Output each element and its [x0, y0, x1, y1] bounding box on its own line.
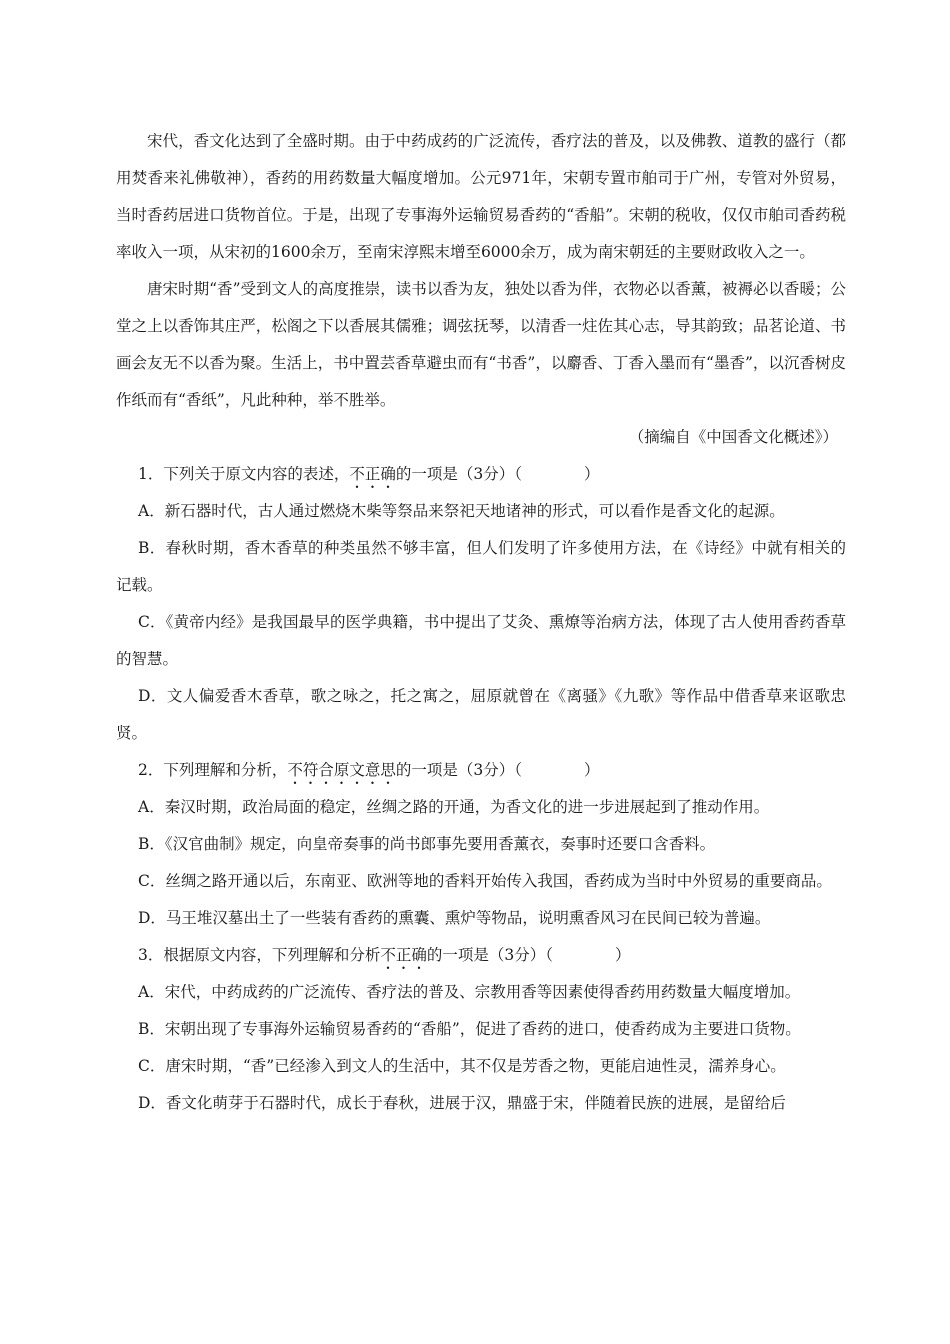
passage-paragraph-1: 宋代，香文化达到了全盛时期。由于中药成药的广泛流传，香疗法的普及，以及佛教、道教的盛行（都用焚香来礼佛敬神），香药的用药数量大幅度增加。公元971年，宋朝专置市舶司于广州，专管对外贸易，当时香药居进口货物首位。于是，出现了专事海外运输贸易香药的“香船”。宋朝的税收，仅仅市舶司香药税率收入一项，从宋初的1600余万，至南宋淳熙末增至6000余万，成为南宋朝廷的主要财政收入之一。 — [116, 132, 846, 261]
question-stem-emphasis: 不正确 — [349, 465, 396, 483]
question-stem-text: 3．根据原文内容，下列理解和分析 — [138, 946, 381, 964]
question-2-option-d: D．马王堆汉墓出土了一些装有香药的熏囊、熏炉等物品，说明熏香风习在民间已较为普遍。 — [138, 909, 771, 927]
passage-paragraph-2: 唐宋时期“香”受到文人的高度推崇，读书以香为友，独处以香为伴，衣物必以香薰，被褥必以香暖；公堂之上以香饰其庄严，松阁之下以香展其儒雅；调弦抚琴，以清香一炷佐其心志，导其韵致；品茗论道、书画会友无不以香为聚。生活上，书中置芸香草避虫而有“书香”，以麝香、丁香入墨而有“墨香”，以沉香树皮作纸而有“香纸”，凡此种种，举不胜举。 — [116, 280, 846, 409]
question-1-option-b: B．春秋时期，香木香草的种类虽然不够丰富，但人们发明了许多使用方法，在《诗经》中就有相关的记载。 — [116, 539, 846, 594]
question-3-option-d: D．香文化萌芽于石器时代，成长于春秋，进展于汉，鼎盛于宋，伴随着民族的进展，是留给后 — [138, 1094, 786, 1112]
question-3-stem — [116, 937, 846, 974]
document-body — [116, 123, 846, 1122]
question-2-stem — [116, 752, 846, 789]
question-stem-text: 1．下列关于原文内容的表述， — [138, 465, 350, 483]
question-1-stem — [116, 456, 846, 493]
question-1-option-d: D．文人偏爱香木香草，歌之咏之，托之寓之，屈原就曾在《离骚》《九歌》等作品中借香草来讴歌忠贤。 — [116, 687, 846, 742]
question-3-option-c: C．唐宋时期，“香”已经渗入到文人的生活中，其不仅是芳香之物，更能启迪性灵，濡养身心。 — [138, 1057, 786, 1075]
question-stem-emphasis: 不正确 — [380, 946, 427, 964]
question-2-option-a: A．秦汉时期，政治局面的稳定，丝绸之路的开通，为香文化的进一步进展起到了推动作用。 — [138, 798, 770, 816]
question-stem-text: 2．下列理解和分析， — [138, 761, 288, 779]
passage-source: （摘编自《中国香文化概述》） — [628, 428, 838, 446]
question-stem-text: 的一项是（3分）（ ） — [395, 761, 600, 779]
question-stem-text: 的一项是（3分）（ ） — [395, 465, 600, 483]
question-1-option-c: C．《黄帝内经》是我国最早的医学典籍，书中提出了艾灸、熏燎等治病方法，体现了古人使用香药香草的智慧。 — [116, 613, 846, 668]
question-3-option-a: A．宋代，中药成药的广泛流传、香疗法的普及、宗教用香等因素使得香药用药数量大幅度增加。 — [138, 983, 801, 1001]
question-stem-text: 的一项是（3分）（ ） — [426, 946, 631, 964]
question-2-option-b: B．《汉官曲制》规定，向皇帝奏事的尚书郎事先要用香薰衣，奏事时还要口含香料。 — [138, 835, 716, 853]
question-stem-emphasis: 不符合原文意思 — [287, 761, 396, 779]
question-2-option-c: C．丝绸之路开通以后，东南亚、欧洲等地的香料开始传入我国，香药成为当时中外贸易的重要商品。 — [138, 872, 832, 890]
question-3-option-b: B．宋朝出现了专事海外运输贸易香药的“香船”，促进了香药的进口，使香药成为主要进口货物。 — [138, 1020, 801, 1038]
question-1-option-a: A．新石器时代，古人通过燃烧木柴等祭品来祭祀天地诸神的形式，可以看作是香文化的起源。 — [138, 502, 785, 520]
